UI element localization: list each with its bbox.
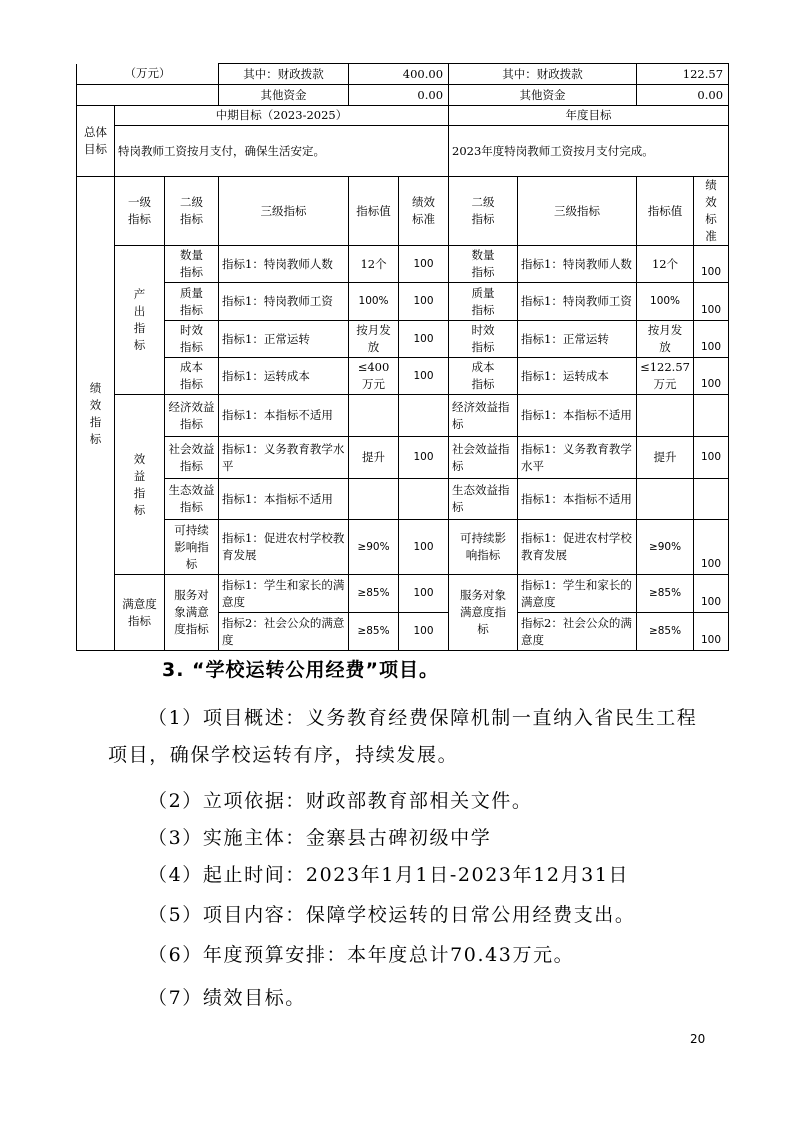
year-standard: 100 — [694, 321, 729, 358]
mid-standard: 100 — [399, 246, 449, 283]
year-standard: 100 — [694, 613, 729, 651]
year-value: ≥90% — [637, 520, 694, 575]
year-value: 提升 — [637, 437, 694, 479]
year-standard: 100 — [694, 283, 729, 321]
budget-row-other — [77, 85, 729, 106]
mid-level3: 指标1：学生和家长的满意度 — [219, 575, 349, 613]
year-level3: 指标2：社会公众的满意度 — [518, 613, 637, 651]
mid-level2: 社会效益指标 — [165, 437, 219, 479]
mid-fiscal-value: 400.00 — [349, 64, 449, 85]
table-row — [77, 437, 729, 479]
table-row — [77, 358, 729, 395]
mid-value: ≥85% — [349, 613, 399, 651]
table-row — [77, 575, 729, 613]
mid-standard — [399, 395, 449, 437]
year-standard: 100 — [694, 246, 729, 283]
mid-other-label: 其他资金 — [219, 85, 349, 106]
mid-level2: 数量指标 — [165, 246, 219, 283]
overall-text-row — [77, 126, 729, 177]
year-level2: 服务对象满意度指标 — [449, 575, 518, 651]
year-standard: 100 — [694, 520, 729, 575]
year-value: ≤122.57万元 — [637, 358, 694, 395]
header-level2-mid: 二级指标 — [165, 177, 219, 246]
mid-level2: 时效指标 — [165, 321, 219, 358]
year-goal-header: 年度目标 — [449, 106, 729, 126]
overall-goal-label: 总体目标 — [77, 106, 115, 177]
mid-level3: 指标1：特岗教师工资 — [219, 283, 349, 321]
year-standard — [694, 479, 729, 520]
mid-standard: 100 — [399, 283, 449, 321]
table-row — [77, 479, 729, 520]
year-level3: 指标1：正常运转 — [518, 321, 637, 358]
year-value: 12个 — [637, 246, 694, 283]
year-level2: 数量指标 — [449, 246, 518, 283]
header-level3-mid: 三级指标 — [219, 177, 349, 246]
year-value: 100% — [637, 283, 694, 321]
header-level2-year: 二级指标 — [449, 177, 518, 246]
performance-goal-table — [76, 63, 729, 651]
paragraph-goals: （7）绩效目标。 — [148, 987, 306, 1009]
table-row — [77, 321, 729, 358]
mid-value: 100% — [349, 283, 399, 321]
paragraph-implementer: （3）实施主体：金寨县古碑初级中学 — [148, 827, 492, 849]
mid-standard — [399, 479, 449, 520]
mid-level3: 指标1：本指标不适用 — [219, 395, 349, 437]
perf-label: 绩效指标 — [77, 177, 115, 651]
unit-label-cont — [77, 85, 219, 106]
mid-level3: 指标1：运转成本 — [219, 358, 349, 395]
year-level3: 指标1：运转成本 — [518, 358, 637, 395]
year-fiscal-label: 其中：财政拨款 — [449, 64, 637, 85]
mid-value: 12个 — [349, 246, 399, 283]
mid-standard: 100 — [399, 613, 449, 651]
year-fiscal-value: 122.57 — [637, 64, 729, 85]
section-heading: 3. “学校运转公用经费”项目。 — [162, 659, 440, 681]
year-standard: 100 — [694, 575, 729, 613]
mid-level2: 质量指标 — [165, 283, 219, 321]
mid-standard: 100 — [399, 575, 449, 613]
overall-header-row — [77, 106, 729, 126]
year-level3: 指标1：本指标不适用 — [518, 395, 637, 437]
mid-level2: 服务对象满意度指标 — [165, 575, 219, 651]
mid-level3: 指标1：义务教育教学水平 — [219, 437, 349, 479]
mid-value: 提升 — [349, 437, 399, 479]
table-row — [77, 246, 729, 283]
mid-standard: 100 — [399, 437, 449, 479]
header-value-year: 指标值 — [637, 177, 694, 246]
mid-level3: 指标2：社会公众的满意度 — [219, 613, 349, 651]
mid-fiscal-label: 其中：财政拨款 — [219, 64, 349, 85]
year-level2: 社会效益指标 — [449, 437, 518, 479]
year-level3: 指标1：特岗教师人数 — [518, 246, 637, 283]
year-value — [637, 395, 694, 437]
mid-value: ≥85% — [349, 575, 399, 613]
year-level2: 经济效益指标 — [449, 395, 518, 437]
paragraph-period: （4）起止时间：2023年1月1日-2023年12月31日 — [148, 864, 630, 886]
mid-other-value: 0.00 — [349, 85, 449, 106]
year-goal-text: 2023年度特岗教师工资按月支付完成。 — [449, 126, 729, 177]
perf-header-row — [77, 177, 729, 246]
year-level3: 指标1：本指标不适用 — [518, 479, 637, 520]
year-value: ≥85% — [637, 613, 694, 651]
mid-value — [349, 395, 399, 437]
year-level2: 生态效益指标 — [449, 479, 518, 520]
header-standard-mid: 绩效标准 — [399, 177, 449, 246]
mid-value: ≤400万元 — [349, 358, 399, 395]
year-level2: 时效指标 — [449, 321, 518, 358]
paragraph-overview-line1: （1）项目概述：义务教育经费保障机制一直纳入省民生工程 — [148, 707, 698, 729]
header-level3-year: 三级指标 — [518, 177, 637, 246]
year-standard: 100 — [694, 358, 729, 395]
budget-row-fiscal — [77, 64, 729, 85]
year-standard — [694, 395, 729, 437]
mid-level3: 指标1：促进农村学校教育发展 — [219, 520, 349, 575]
unit-label: （万元） — [77, 64, 219, 85]
year-value: 按月发放 — [637, 321, 694, 358]
mid-standard: 100 — [399, 520, 449, 575]
mid-level2: 成本指标 — [165, 358, 219, 395]
mid-standard: 100 — [399, 358, 449, 395]
mid-goal-text: 特岗教师工资按月支付，确保生活安定。 — [115, 126, 449, 177]
year-other-value: 0.00 — [637, 85, 729, 106]
mid-goal-header: 中期目标（2023-2025） — [115, 106, 449, 126]
table-row — [77, 395, 729, 437]
year-level2: 质量指标 — [449, 283, 518, 321]
year-value — [637, 479, 694, 520]
paragraph-budget: （6）年度预算安排：本年度总计70.43万元。 — [148, 944, 575, 966]
group-output: 产出指标 — [115, 246, 165, 395]
year-level3: 指标1：义务教育教学水平 — [518, 437, 637, 479]
year-level2: 可持续影响指标 — [449, 520, 518, 575]
group-benefit: 效益指标 — [115, 395, 165, 575]
year-level3: 指标1：学生和家长的满意度 — [518, 575, 637, 613]
year-other-label: 其他资金 — [449, 85, 637, 106]
mid-level2: 经济效益指标 — [165, 395, 219, 437]
group-satisfaction: 满意度指标 — [115, 575, 165, 651]
mid-level3: 指标1：特岗教师人数 — [219, 246, 349, 283]
year-value: ≥85% — [637, 575, 694, 613]
year-level2: 成本指标 — [449, 358, 518, 395]
mid-level3: 指标1：本指标不适用 — [219, 479, 349, 520]
header-level1: 一级指标 — [115, 177, 165, 246]
year-standard: 100 — [694, 437, 729, 479]
mid-value: 按月发放 — [349, 321, 399, 358]
paragraph-overview-line2: 项目，确保学校运转有序，持续发展。 — [108, 744, 459, 766]
mid-level2: 生态效益指标 — [165, 479, 219, 520]
page-number: 20 — [690, 1032, 706, 1046]
mid-value: ≥90% — [349, 520, 399, 575]
header-standard-year: 绩效标准 — [694, 177, 729, 246]
year-level3: 指标1：促进农村学校教育发展 — [518, 520, 637, 575]
mid-standard: 100 — [399, 321, 449, 358]
table-row — [77, 520, 729, 575]
paragraph-content: （5）项目内容：保障学校运转的日常公用经费支出。 — [148, 904, 636, 926]
header-value-mid: 指标值 — [349, 177, 399, 246]
table-row — [77, 283, 729, 321]
mid-level2: 可持续影响指标 — [165, 520, 219, 575]
mid-level3: 指标1：正常运转 — [219, 321, 349, 358]
paragraph-basis: （2）立项依据：财政部教育部相关文件。 — [148, 790, 533, 812]
mid-value — [349, 479, 399, 520]
year-level3: 指标1：特岗教师工资 — [518, 283, 637, 321]
